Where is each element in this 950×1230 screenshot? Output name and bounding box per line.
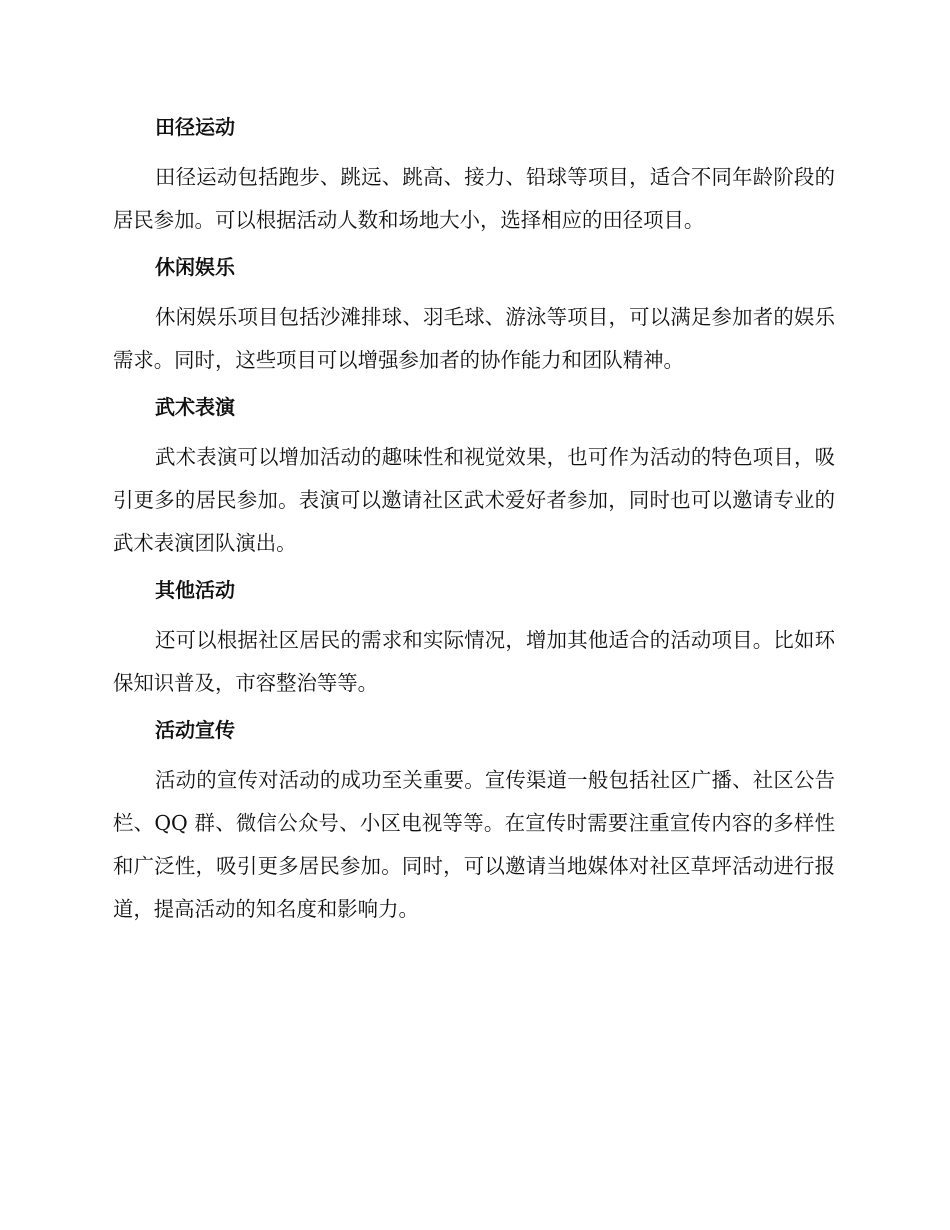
section-paragraph: 武术表演可以增加活动的趣味性和视觉效果，也可作为活动的特色项目，吸引更多的居民参加。表演可以邀请社区武术爱好者参加，同时也可以邀请专业的武术表演团队演出。 — [113, 445, 835, 555]
section-track-and-field — [113, 108, 835, 242]
section-leisure — [113, 248, 835, 382]
section-heading: 其他活动 — [155, 578, 235, 602]
section-paragraph: 还可以根据社区居民的需求和实际情况，增加其他适合的活动项目。比如环保知识普及，市容整治等等。 — [113, 628, 835, 695]
section-paragraph: 田径运动包括跑步、跳远、跳高、接力、铅球等项目，适合不同年龄阶段的居民参加。可以根据活动人数和场地大小，选择相应的田径项目。 — [113, 165, 835, 232]
section-heading: 休闲娱乐 — [155, 255, 235, 279]
section-promotion — [113, 711, 835, 931]
section-heading: 田径运动 — [155, 115, 235, 139]
section-other-activities — [113, 571, 835, 705]
section-paragraph: 休闲娱乐项目包括沙滩排球、羽毛球、游泳等项目，可以满足参加者的娱乐需求。同时，这些项目可以增强参加者的协作能力和团队精神。 — [113, 305, 835, 372]
section-heading: 活动宣传 — [155, 718, 235, 742]
section-heading: 武术表演 — [155, 395, 235, 419]
section-paragraph: 活动的宣传对活动的成功至关重要。宣传渠道一般包括社区广播、社区公告栏、QQ 群、微信公众号、小区电视等等。在宣传时需要注重宣传内容的多样性和广泛性，吸引更多居民参加。同时，可以邀请当地媒体对社区草坪活动进行报道，提高活动的知名度和影响力。 — [113, 768, 835, 921]
section-martial-arts — [113, 388, 835, 565]
document-page — [113, 108, 835, 937]
